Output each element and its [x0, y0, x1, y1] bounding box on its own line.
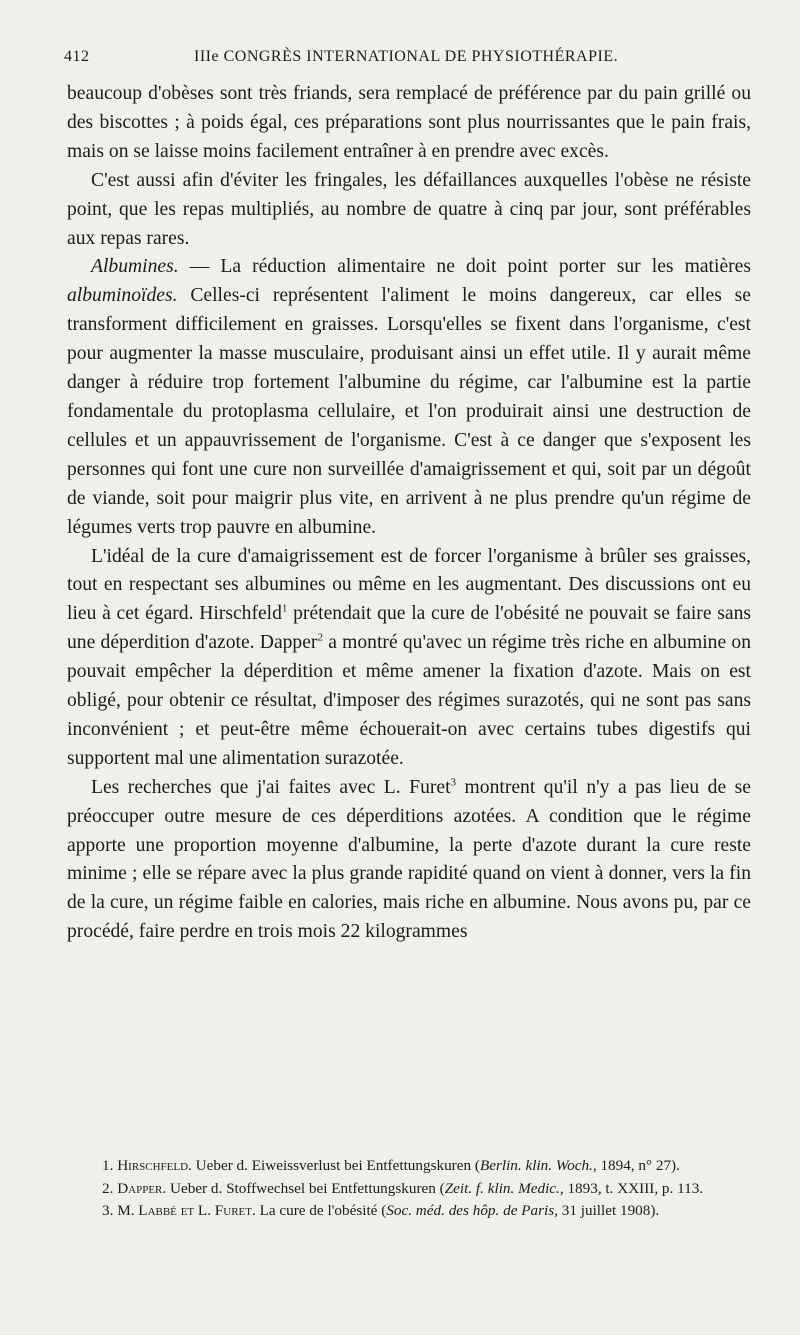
footnote-tail: , 1893, t. XXIII, p. 113. [559, 1179, 704, 1197]
footnote-tail: , 31 juillet 1908). [554, 1202, 660, 1219]
paragraph-4-text-c: a montré qu'avec un régime très riche en albumine on pouvait empêcher la déperdition et même amener la fixation d'azote. Mais on est obligé, pour obtenir ce résultat, d'imposer des régimes surazotés, qui ne sont pas sans inconvénient ; et peut-être même échouerait-on avec certains tubes digestifs qui supportent mal une alimentation surazotée. [67, 632, 751, 769]
running-title: IIIe CONGRÈS INTERNATIONAL DE PHYSIOTHÉRAPIE. [194, 48, 619, 65]
running-header [64, 48, 624, 66]
paragraph-3-text-b: Celles-ci représentent l'aliment le moins dangereux, car elles se transforment difficilement en graisses. Lorsqu'elles se fixent dans l'organisme, c'est pour augmenter la masse musculaire, produisant ainsi un effet utile. Il y aurait même danger à réduire trop fortement l'albumine du régime, car l'albumine est la partie fondamentale du protoplasma cellulaire, et l'on produirait ainsi une destruction de cellules et un appauvrissement de l'organisme. C'est à ce danger que s'exposent les personnes qui font une cure non surveillée d'amaigrissement et qui, soit par un dégoût de viande, soit pour maigrir plus vite, en arrivent à ne plus prendre qu'un régime de légumes verts trop pauvre en albumine. [67, 285, 751, 538]
paragraph-1: beaucoup d'obèses sont très friands, sera remplacé de préférence par du pain grillé ou des biscottes ; à poids égal, ces préparations sont plus nourrissantes que le pain frais, mais on se laisse moins facilement entraîner à en prendre avec excès. [67, 83, 751, 162]
italic-albuminoides: albuminoïdes. [67, 285, 178, 307]
footnote-source: Berlin. klin. Woch. [479, 1157, 593, 1174]
main-text [67, 80, 751, 947]
footnote-author: Dapper. [117, 1179, 167, 1197]
paragraph-4 [67, 543, 751, 774]
paragraph-2: C'est aussi afin d'éviter les fringales, les défaillances auxquelles l'obèse ne résiste point, que les repas multipliés, au nombre de quatre à cinq par jour, sont préférables aux repas rares. [67, 169, 751, 249]
footnote-text: Ueber d. Stoffwechsel bei Entfettungskuren ( [166, 1179, 445, 1197]
footnotes [78, 1156, 752, 1224]
footnote-ref-2: 2 [317, 631, 323, 644]
footnote-text: La cure de l'obésité ( [255, 1202, 387, 1219]
paragraph-4-text-b: prétendait que la cure de l'obésité ne pouvait se faire sans une déperdition d'azote. Dapper [67, 603, 751, 654]
footnote-ref-1: 1 [281, 602, 288, 615]
section-lead-albumines: Albumines. [91, 256, 179, 278]
footnote-number: 1. [102, 1157, 114, 1174]
footnote-number: 2. [102, 1179, 114, 1197]
paragraph-4-text-a: L'idéal de la cure d'amaigrissement est de forcer l'organisme à brûler ses graisses, tout en respectant ses albumines ou même en les augmentant. Des discussions ont eu lieu à cet égard. Hirschfeld [67, 545, 751, 625]
footnote-ref-3: 3 [450, 776, 457, 789]
paragraph-3-text-a: — La réduction alimentaire ne doit point porter sur les matières [178, 256, 751, 278]
footnote-source: Soc. méd. des hôp. de Paris [386, 1202, 555, 1219]
footnote-author: M. Labbé et L. Furet. [117, 1202, 256, 1219]
footnote-1 [78, 1156, 752, 1176]
paragraph-5-text-b: montrent qu'il n'y a pas lieu de se préoccuper outre mesure de ces déperditions azotées. A condition que le régime apporte une proportion moyenne d'albumine, la perte d'azote durant la cure reste minime ; elle se répare avec la plus grande rapidité quand on vient à donner, vers la fin de la cure, un régime faible en calories, mais riche en albumine. Nous avons pu, par ce procédé, faire perdre en trois mois 22 kilogrammes [67, 776, 751, 943]
paragraph-3 [67, 253, 751, 542]
footnote-2 [78, 1179, 752, 1199]
footnote-author: Hirschfeld. [117, 1157, 192, 1174]
footnote-source: Zeit. f. klin. Medic. [444, 1179, 560, 1197]
paragraph-5 [67, 774, 751, 947]
paragraph-5-text-a: Les recherches que j'ai faites avec L. Furet [91, 776, 451, 798]
footnote-tail: , 1894, n° 27). [592, 1157, 680, 1174]
footnote-3 [78, 1201, 752, 1221]
footnote-text: Ueber d. Eiweissverlust bei Entfettungskuren ( [191, 1157, 480, 1174]
page-number: 412 [64, 48, 90, 65]
footnote-number: 3. [102, 1202, 114, 1219]
